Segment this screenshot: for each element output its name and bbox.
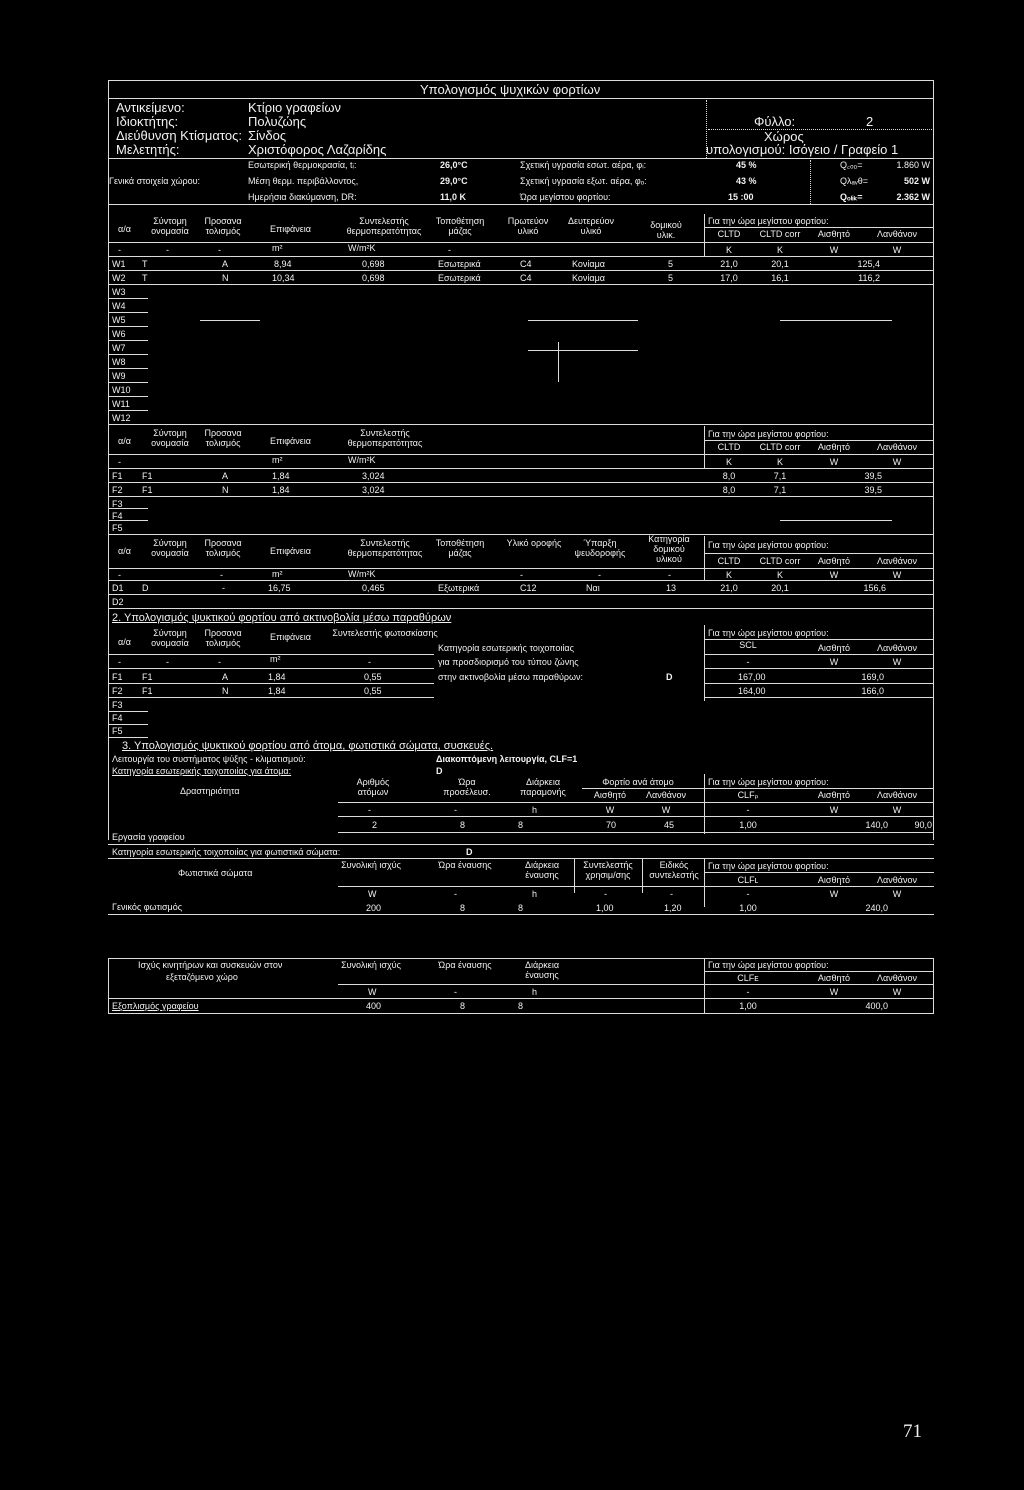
people-col-duration: Διάρκεια παραμονής [520,777,566,797]
windows-unit-area: m² [272,455,283,465]
windows-unit-sensible: W [829,457,839,467]
solar-row-id: F2 [112,686,123,696]
walls-col-latent: Λανθάνον [877,229,917,239]
roof-row-mass: Εξωτερικά [438,583,480,593]
wall-row-cltd-corr: 20,1 [771,259,789,269]
wall-row-id: W10 [112,385,131,395]
solar-row-id: F1 [112,672,123,682]
lights-col-power: Συνολική ισχύς [341,860,401,870]
roof-row-area: 16,75 [268,583,291,593]
people-unit-duration: h [532,805,538,815]
equipment-unit-clf: - [746,987,750,997]
roof-unit-cltd: K [725,570,732,580]
header-value-object: Κτίριο γραφείων [248,100,341,115]
equipment-block [108,920,934,1020]
solar-col-orient: Προσανα τολισμός [204,628,242,648]
solar-row-scl: 167,00 [738,672,766,682]
walls-unit-divider [108,256,934,257]
solar-row-id: F3 [112,700,123,710]
wall-row-id: W5 [112,315,126,325]
lights-col-start: Ώρα έναυσης [438,860,492,870]
wall-row-cltd-corr: 16,1 [771,273,789,283]
daily-range-value: 11,0 K [440,192,467,202]
equipment-unit-sensible: W [829,987,839,997]
roof-unit-orient: - [220,570,223,580]
wall-row-area: 8,94 [274,259,292,269]
equipment-row-name: Εξοπλισμός γραφείου [112,1001,199,1011]
solar-col-latent: Λανθάνον [877,643,917,653]
people-unit-arrival: - [454,805,457,815]
sheet-number: 2 [866,114,874,129]
wall-row-id: W9 [112,371,126,381]
equipment-col-duration: Διάρκεια έναυσης [524,960,560,980]
roof-unit-latent: W [892,570,902,580]
lights-col-usage: Συντελεστής χρησιμ/σης [583,860,633,880]
lights-wall-category-label: Κατηγορία εσωτερικής τοιχοποιίας για φωτιστικά σώματα: [112,847,341,857]
header-value-address: Σίνδος [248,128,287,143]
walls-unit-cltd: K [725,245,732,255]
sheet-label: Φύλλο: [754,114,796,129]
windows-col-no: α/α [118,436,131,446]
roof-col-name: Σύντομη ονομασία [151,538,189,558]
equipment-row-duration: 8 [518,1001,524,1011]
equipment-col-power: Συνολική ισχύς [341,960,401,970]
wall-row-id: W11 [112,399,130,409]
people-wall-category-label: Κατηγορία εσωτερικής τοιχοποιίας για άτομα: [112,766,292,776]
outer-humidity-label: Σχετική υγρασία εξωτ. αέρα, φₒ: [520,176,647,186]
roof-unit-u: W/m²K [348,569,376,579]
solar-row-area: 1,84 [268,686,286,696]
solar-note-line2: για προσδιορισμό του τύπου ζώνης [438,657,579,667]
roof-row-cltd-corr: 20,1 [771,583,789,593]
lights-unit-power: W [368,889,377,899]
equipment-unit-latent: W [892,987,902,997]
windows-peak-label: Για την ώρα μεγίστου φορτίου: [708,429,829,439]
wall-row-id: W7 [112,343,126,353]
walls-col-sensible: Αισθητό [817,229,851,239]
lights-unit-sensible: W [829,889,839,899]
solar-section-title: 2. Υπολογισμός ψυκτικού φορτίου από ακτινοβολία μέσω παραθύρων [112,612,452,624]
window-row-u: 3,024 [362,485,385,495]
walls-col-category: δομικού υλικ. [650,220,682,240]
window-row-cltd-corr: 7,1 [773,485,787,495]
roof-row-sensible: 156,6 [863,583,886,593]
wall-row-u: 0,698 [362,273,385,283]
roof-col-sensible: Αισθητό [817,556,851,566]
people-row-activity: Εργασία γραφείου [112,832,185,842]
page-number: 71 [903,1421,922,1442]
people-unit-count: - [368,805,371,815]
wall-row-cltd: 21,0 [720,259,738,269]
people-row-clf: 1,00 [739,820,757,830]
roof-col-cltd: CLTD [717,556,741,566]
room-label: Χώρος [764,129,804,144]
roof-col-cltd-corr: CLTD corr [759,556,801,566]
roof-unit-material: - [520,570,523,580]
people-col-activity: Δραστηριότητα [180,786,240,796]
people-peak-label: Για την ώρα μεγίστου φορτίου: [708,777,829,787]
frame-top [108,80,934,81]
general-label: Γενικά στοιχεία χώρου: [109,176,201,186]
equipment-col-start: Ώρα έναυσης [438,960,492,970]
people-row-load-sensible: 70 [606,820,617,830]
title-divider [108,98,934,99]
walls-col-secondary: Δευτερεύον υλικό [567,216,615,236]
windows-col-name: Σύντομη ονομασία [151,428,189,448]
window-row-area: 1,84 [272,485,290,495]
roof-row-cltd: 21,0 [720,583,738,593]
q-total-value: 2.362 W [896,192,930,202]
windows-unit-cltd-corr: K [776,457,783,467]
lights-row-clf: 1,00 [739,903,757,913]
wall-row-orient: A [222,259,229,269]
walls-unit-cltd-corr: K [776,245,783,255]
people-row-duration: 8 [518,820,524,830]
wall-row-id: W3 [112,287,126,297]
window-row-id: F2 [112,485,123,495]
solar-row-name: F1 [142,686,153,696]
wall-row-orient: N [222,273,229,283]
lights-col-clf: CLFʟ [737,875,759,885]
roof-unit-sensible: W [829,570,839,580]
wall-row-sensible: 116,2 [858,273,880,283]
operation-value: Διακοπτόμενη λειτουργία, CLF=1 [436,754,578,764]
solar-zone-type: D [666,672,673,682]
people-row-arrival: 8 [460,820,466,830]
inner-temp-label: Εσωτερική θερμοκρασία, tᵢ: [248,160,357,170]
roof-peak-label: Για την ώρα μεγίστου φορτίου: [708,540,829,550]
window-row-id: F4 [112,511,123,521]
roof-col-material: Υλικό οροφής [506,538,562,548]
walls-col-cltd-corr: CLTD corr [759,229,801,239]
calculation-sheet: Υπολογισμός ψυχικών φορτίων Αντικείμενο: Ιδιοκτήτης: Διεύθυνση Κτίσματος: Μελετητής: Κτίριο γραφείων Πολυζώης Σίνδος Χριστόφορος Λαζαρίδης Φύλλο: 2 Χώρος υπολογισμού: Ισόγειο / Γραφείο 1 Γενικά στοιχεία χώρου: Εσωτερική θερμοκρασία, tᵢ: Μέση θερμ. περιβάλλοντος, Ημερήσια διακύμανση, DR: 26,0°C 29,0°C 11,0 K Σχετική υγρασία εσωτ. αέρα, φᵢ: Σχετική υγρασία εξωτ. αέρα, φₒ: Ώρα μεγίστου φορτίου: 45 % 43 % 15 :00 Q꜀ₒ₀= Qλₐᵥθ= Qₒₗᵢₖ= 1.860 W 502 W 2.362 W α/α Σύντομη ονομασία Προσανα τολισμός Επιφάνεια Συντελεστής θερμοπερατότητας Τοποθέτηση μάζας Πρωτεύον υλικό Δευτερεύον υλικό δομικού υλικ. Για την ώρα μεγίστου φορτίου: CLTD CLTD corr Αισθητό Λανθάνον - - - m² W/m²K - K K W W W1 T A 8,94 0,698 Εσωτερικά C4 Κονίαμα 5 21,0 20,1 125,4 W2 T N 10,34 0,698 Εσωτερικά C4 Κονίαμα 5 17,0 16,1 116,2 W3 W4 W5 W6 W7 W8 W9 W10 W11 W12 α/α Σύντομη ονομασία Προσανα τολισμός Επιφάνεια Συντελεστής θερμοπερατότητας Για την ώρα μεγίστου φορτίου: CLTD CLTD corr Αισθητό Λανθάνον - m² W/m²K K K W W F1 F1 A 1,84 3,024 8,0 7,1 39,5 F2 F1 N 1,84 3,024 8,0 7,1 39,5 F3 F4 F5 α/α Σύντομη ονομασία Προσανα τολισμός Επιφάνεια Συντελεστής θερμοπερατότητας Τοποθέτηση μάζας Υλικό οροφής Ύπαρξη ψευδοροφής Κατηγορία δομικού υλικού Για την ώρα μεγίστου φορτίου: CLTD CLTD corr Αισθητό Λανθάνον - - m² W/m²K - - - K K W W D1 D - 16,75 0,465 Εξωτερικά C12 Ναι 13 21,0 20,1 156,6 D2 2. Υπολογισμός ψυκτικού φορτίου από ακτινοβολία μέσω παραθύρων α/α Σύντομη ονομασία Προσανα τολισμός Επιφάνεια Συντελεστής φωτοσκίασης Για την ώρα μεγίστου φορτίου: SCL Αισθητό Λανθάνον - - - m² - - W W Κατηγορία εσωτερικής τοιχοποιίας για προσδιορισμό του τύπου ζώνης στην ακτινοβολία μέσω παραθύρων: D F1 F1 A 1,84 0,55 167,00 169,0 F2 F1 N 1,84 0,55 164,00 166,0 F3 F4 F5 3. Υπολογισμός ψυκτικού φορτίου από άτομα, φωτιστικά σώματα, συσκευές. Λειτουργία του συστήματος ψύξης - κλιματισμού: Διακοπτόμενη λειτουργία, CLF=1 Κατηγορία εσωτερικής τοιχοποιίας για άτομα: D Δραστηριότητα Αριθμός ατόμων Ώρα προσέλευσ. Διάρκεια παραμονής Φορτίο ανά άτομο Αισθητό Λανθάνον Για την ώρα μεγίστου φορτίου: CLFₚ Αισθητό Λανθάνον - - h W W - W W 2 8 8 70 45 1,00 140,0 90,0 Εργασία γραφείου Κατηγορία εσωτερικής τοιχοποιίας για φωτιστικά σώματα: D Φωτιστικά σώματα Συνολική ισχύς Ώρα έναυσης Διάρκεια έναυσης Συντελεστής χρησιμ/σης Ειδικός συντελεστής Για την ώρα μεγίστου φορτίου: CLFʟ Αισθητό Λανθάνον W - h - - - W W Γενικός φωτισμός 200 8 8 1,00 1,20 1,00 240,0 [109,82,932,913]
window-row-id: F1 [112,471,123,481]
roof-row-category: 13 [666,583,677,593]
window-row-name: F1 [142,471,153,481]
wall-row-id: W2 [112,273,126,283]
window-row-orient: A [222,471,229,481]
roof-col-no: α/α [118,546,131,556]
windows-col-cltd: CLTD [717,442,741,452]
window-row-u: 3,024 [362,471,385,481]
lights-col-sensible: Αισθητό [817,875,851,885]
solar-unit-sensible: W [829,657,839,667]
people-wall-category-value: D [436,766,443,776]
wall-row-mass: Εσωτερικά [438,259,481,269]
roof-col-latent: Λανθάνον [877,556,917,566]
walls-col-primary: Πρωτεύον υλικό [507,216,549,236]
equipment-col-latent: Λανθάνον [877,973,917,983]
windows-unit-latent: W [892,457,902,467]
window-row-sensible: 39,5 [864,471,882,481]
walls-col-area: Επιφάνεια [270,224,311,234]
solar-unit-name: - [166,657,169,667]
windows-col-orient: Προσανα τολισμός [204,428,242,448]
walls-peak-subdivider [704,227,934,228]
ambient-temp-label: Μέση θερμ. περιβάλλοντος, [248,176,359,186]
equipment-unit-duration: h [532,987,538,997]
lights-row-usage: 1,00 [596,903,614,913]
people-col-latent: Λανθάνον [877,790,917,800]
windows-col-sensible: Αισθητό [817,442,851,452]
q-latent-label: Qλₐᵥθ= [840,176,869,186]
windows-unit-u: W/m²K [348,455,376,465]
people-row-sensible: 140,0 [865,820,888,830]
equipment-row-start: 8 [460,1001,466,1011]
walls-unit-mass: - [448,245,451,255]
ambient-temp-value: 29,0°C [440,176,468,186]
windows-col-area: Επιφάνεια [270,436,311,446]
wall-row-u: 0,698 [362,259,385,269]
header-label-address: Διεύθυνση Κτίσματος: [116,128,242,143]
solar-row-id: F4 [112,713,123,723]
roof-col-mass: Τοποθέτηση μάζας [435,538,485,558]
solar-col-name: Σύντομη ονομασία [151,628,189,648]
windows-col-cltd-corr: CLTD corr [759,442,801,452]
walls-col-cltd: CLTD [717,229,741,239]
people-unit-latent: W [892,805,902,815]
equipment-peak-label: Για την ώρα μεγίστου φορτίου: [708,960,829,970]
solar-row-sensible: 169,0 [861,672,884,682]
solar-note-line3: στην ακτινοβολία μέσω παραθύρων: [438,672,584,682]
people-row-latent: 90,0 [914,820,932,830]
walls-unit-sensible: W [829,245,839,255]
loads-section-title: 3. Υπολογισμός ψυκτικού φορτίου από άτομα, φωτιστικά σώματα, συσκευές. [122,740,494,752]
equipment-row-sensible: 400,0 [865,1001,888,1011]
header-value-engineer: Χριστόφορος Λαζαρίδης [248,142,387,157]
solar-unit-scl: - [746,657,750,667]
general-divider [108,204,934,205]
roof-col-orient: Προσανα τολισμός [204,538,242,558]
window-row-cltd: 8,0 [722,485,736,495]
solar-row-shading: 0,55 [364,686,382,696]
solar-row-shading: 0,55 [364,672,382,682]
solar-unit-latent: W [892,657,902,667]
roof-unit-cltd-corr: K [776,570,783,580]
windows-col-u: Συντελεστής θερμοπερατότητας [347,428,423,448]
roof-row-u: 0,465 [362,583,385,593]
people-unit-load-latent: W [661,805,671,815]
roof-col-suspended: Ύπαρξη ψευδοροφής [574,538,626,558]
equipment-unit-start: - [454,987,457,997]
outer-humidity-value: 43 % [736,176,757,186]
solar-col-area: Επιφάνεια [270,632,311,642]
window-row-area: 1,84 [272,471,290,481]
peak-hour-value: 15 :00 [728,192,754,202]
q-sensible-label: Q꜀ₒ₀= [840,160,863,170]
walls-col-mass: Τοποθέτηση μάζας [435,216,485,236]
lights-unit-clf: - [746,889,750,899]
lights-unit-special: - [670,889,673,899]
lights-col-duration: Διάρκεια έναυσης [524,860,560,880]
frame-left [108,80,109,840]
walls-col-orient: Προσανα τολισμός [204,216,242,236]
walls-unit-u: W/m²K [348,243,376,253]
sheet-divider [708,129,932,130]
inner-temp-value: 26,0°C [440,160,468,170]
roof-row-suspended: Ναι [586,583,600,593]
roof-row-name: D [142,583,149,593]
q-latent-value: 502 W [903,176,930,186]
roof-col-u: Συντελεστής θερμοπερατότητας [347,538,423,558]
people-col-load-sensible: Αισθητό [593,790,627,800]
equipment-row-power: 400 [366,1001,382,1011]
roof-row-id: D2 [112,597,124,607]
people-row-count: 2 [372,820,378,830]
lights-row-sensible: 240,0 [865,903,888,913]
wall-row-secondary: Κονίαμα [572,259,605,269]
wall-row-name: T [142,259,148,269]
wall-row-id: W1 [112,259,126,269]
window-row-sensible: 39,5 [864,485,882,495]
roof-col-category: Κατηγορία δομικού υλικού [648,534,690,564]
lights-col-latent: Λανθάνον [877,875,917,885]
solar-row-name: F1 [142,672,153,682]
roof-col-area: Επιφάνεια [270,546,311,556]
wall-row-mass: Εσωτερικά [438,273,481,283]
equipment-unit-power: W [368,987,377,997]
wall-row-id: W4 [112,301,126,311]
frame-right [933,80,934,840]
wall-row-area: 10,34 [272,273,295,283]
wall-row-cltd: 17,0 [720,273,738,283]
room-name: υπολογισμού: Ισόγειο / Γραφείο 1 [706,142,899,157]
people-col-sensible: Αισθητό [817,790,851,800]
wall-row-category: 5 [668,259,674,269]
solar-row-scl: 164,00 [738,686,766,696]
solar-peak-label: Για την ώρα μεγίστου φορτίου: [708,628,829,638]
peak-hour-label: Ώρα μεγίστου φορτίου: [520,192,611,202]
lights-col-fixtures: Φωτιστικά σώματα [178,868,253,878]
q-divider [810,160,811,204]
solar-row-sensible: 166,0 [861,686,884,696]
window-row-cltd-corr: 7,1 [773,471,787,481]
window-row-cltd: 8,0 [722,471,736,481]
people-unit-sensible: W [829,805,839,815]
walls-unit-area: m² [272,243,283,253]
solar-col-sensible: Αισθητό [817,643,851,653]
people-col-load-latent: Λανθάνον [646,790,686,800]
window-row-name: F1 [142,485,153,495]
solar-unit-area: m² [270,654,281,664]
lights-unit-duration: h [532,889,538,899]
roof-unit-area: m² [272,569,283,579]
lights-wall-category-value: D [466,847,473,857]
inner-humidity-label: Σχετική υγρασία εσωτ. αέρα, φᵢ: [520,160,647,170]
roof-unit-suspended: - [598,570,601,580]
solar-unit-no: - [118,657,121,667]
people-col-clf: CLFₚ [737,790,759,800]
header-label-engineer: Μελετητής: [116,142,180,157]
people-col-load-per-person: Φορτίο ανά άτομο [602,777,674,787]
window-row-id: F3 [112,499,123,509]
lights-peak-label: Για την ώρα μεγίστου φορτίου: [708,861,829,871]
solar-row-id: F5 [112,726,123,736]
window-row-id: F5 [112,523,123,533]
lights-row-power: 200 [366,903,382,913]
wall-row-primary: C4 [520,259,532,269]
walls-col-name: Σύντομη ονομασία [151,216,189,236]
wall-row-primary: C4 [520,273,532,283]
lights-unit-latent: W [892,889,902,899]
wall-row-category: 5 [668,273,674,283]
header-label-owner: Ιδιοκτήτης: [116,114,179,129]
q-sensible-value: 1.860 W [896,160,930,170]
wall-row-sensible: 125,4 [857,259,880,269]
header-value-owner: Πολυζώης [248,114,307,129]
equipment-col-sensible: Αισθητό [817,973,851,983]
walls-col-no: α/α [118,224,131,234]
walls-peak-label: Για την ώρα μεγίστου φορτίου: [708,216,829,226]
equipment-row-clf: 1,00 [739,1001,757,1011]
header-divider [108,158,934,159]
equipment-col-title-2: εξεταζόμενο χώρο [166,972,238,982]
wall-row-secondary: Κονίαμα [572,273,605,283]
solar-col-shading: Συντελεστής φωτοσκίασης [332,628,438,638]
roof-unit-category: - [668,570,671,580]
lights-row-duration: 8 [518,903,524,913]
header-label-object: Αντικείμενο: [116,100,185,115]
solar-unit-orient: - [218,657,221,667]
inner-humidity-value: 45 % [736,160,757,170]
lights-row-special: 1,20 [664,903,682,913]
solar-row-orient: N [222,686,229,696]
lights-row-start: 8 [460,903,466,913]
walls-unit-latent: W [892,245,902,255]
people-col-arrival: Ώρα προσέλευσ. [443,777,491,797]
lights-unit-usage: - [604,889,607,899]
q-total-label: Qₒₗᵢₖ= [840,192,863,202]
windows-unit-cltd: K [725,457,732,467]
people-unit-load-sensible: W [605,805,615,815]
people-col-count: Αριθμός ατόμων [356,777,390,797]
operation-label: Λειτουργία του συστήματος ψύξης - κλιματισμού: [112,754,306,764]
wall-row-id: W8 [112,357,126,367]
solar-row-area: 1,84 [268,672,286,682]
walls-col-u: Συντελεστής θερμοπερατότητας [346,216,422,236]
page-title: Υπολογισμός ψυχικών φορτίων [420,82,601,97]
wall-row-name: T [142,273,148,283]
solar-row-orient: A [222,672,229,682]
solar-col-no: α/α [118,637,131,647]
people-unit-clf: - [746,805,750,815]
roof-row-id: D1 [112,583,124,593]
window-row-orient: N [222,485,229,495]
wall-row-id: W6 [112,329,126,339]
lights-unit-start: - [454,889,457,899]
roof-row-orient: - [222,583,225,593]
walls-header-divider [108,242,934,243]
windows-col-latent: Λανθάνον [877,442,917,452]
roof-row-material: C12 [520,583,537,593]
solar-note-line1: Κατηγορία εσωτερικής τοιχοποιίας [438,643,574,653]
wall-row-id: W12 [112,413,131,423]
daily-range-label: Ημερήσια διακύμανση, DR: [248,192,357,202]
solar-unit-shading: - [368,657,371,667]
solar-col-scl: SCL [739,640,757,650]
equipment-col-clf: CLFᴇ [737,973,759,983]
lights-row-name: Γενικός φωτισμός [112,902,183,912]
lights-col-special: Ειδικός συντελεστής [649,860,699,880]
people-row-load-latent: 45 [664,820,675,830]
equipment-col-title: Ισχύς κινητήρων και συσκευών στον [138,960,283,970]
roof-unit-no: - [118,570,121,580]
